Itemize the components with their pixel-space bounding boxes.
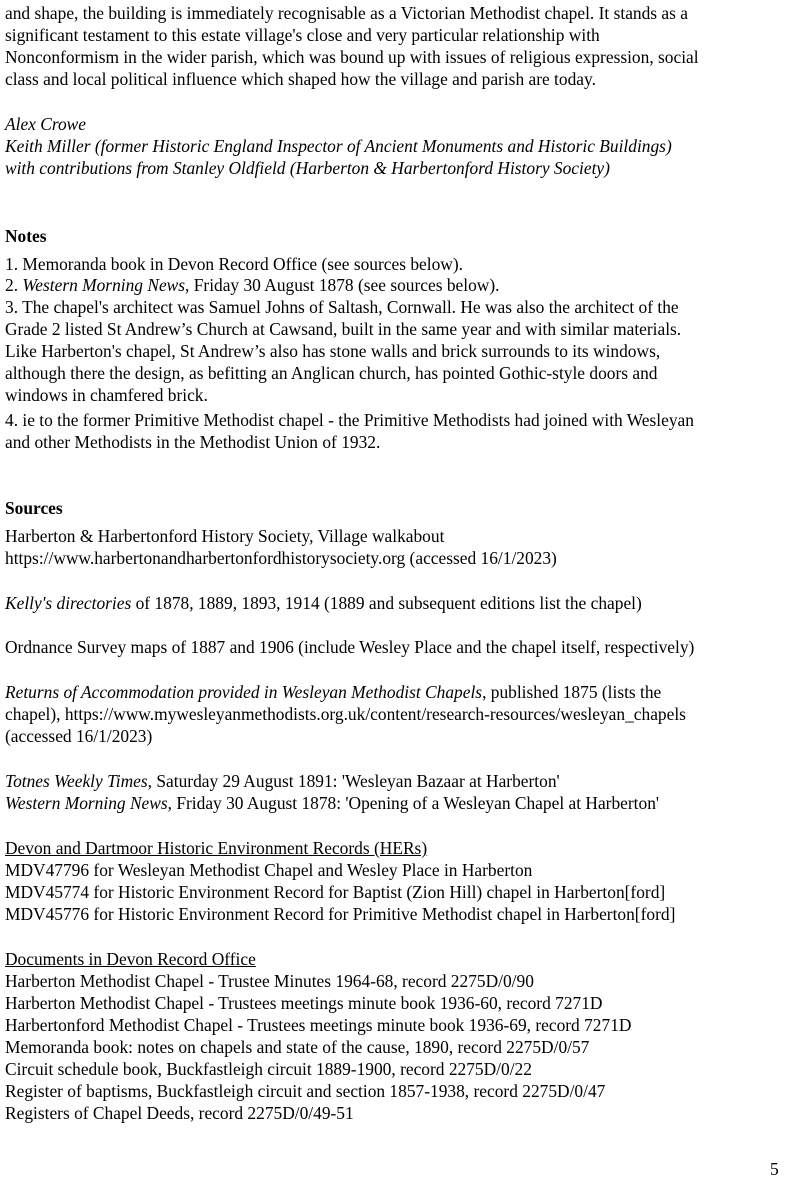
record-item: Harbertonford Methodist Chapel - Trustees meetings minute book 1936-69, record 7271D (5, 1015, 632, 1035)
note-item (5, 274, 499, 296)
source-item: Ordnance Survey maps of 1887 and 1906 (include Wesley Place and the chapel itself, respectively) (5, 637, 695, 657)
her-item: MDV45776 for Historic Environment Record for Primitive Methodist chapel in Harberton[ford] (5, 904, 676, 924)
records-heading: Documents in Devon Record Office (5, 949, 256, 969)
intro-line: Nonconformism in the wider parish, which was bound up with issues of religious expression, social (5, 47, 699, 67)
her-item: MDV45774 for Historic Environment Record for Baptist (Zion Hill) chapel in Harberton[ford] (5, 882, 666, 902)
source-title: Returns of Accommodation provided in Wesleyan Methodist Chapels (5, 682, 483, 702)
source-title: Western Morning News (5, 793, 168, 813)
source-text: of 1878, 1889, 1893, 1914 (1889 and subsequent editions list the chapel) (131, 593, 642, 613)
note-item: Grade 2 listed St Andrew’s Church at Cawsand, built in the same year and with similar materials. (5, 319, 682, 339)
source-item: (accessed 16/1/2023) (5, 726, 153, 746)
source-text: , Friday 30 August 1878: 'Opening of a Wesleyan Chapel at Harberton' (167, 793, 660, 813)
page-number: 5 (770, 1159, 779, 1179)
note-item: 4. ie to the former Primitive Methodist chapel - the Primitive Methodists had joined with Wesleyan (5, 410, 694, 430)
intro-line: class and local political influence which shaped how the village and parish are today. (5, 69, 596, 89)
record-item: Register of baptisms, Buckfastleigh circuit and section 1857-1938, record 2275D/0/47 (5, 1081, 606, 1101)
newspaper-title: Western Morning News (22, 275, 186, 295)
author-name: Alex Crowe (5, 114, 86, 134)
note-item: 1. Memoranda book in Devon Record Office (see sources below). (5, 254, 463, 274)
intro-line: significant testament to this estate village's close and very particular relationship with (5, 25, 600, 45)
source-text: , published 1875 (lists the (482, 682, 662, 702)
source-item (5, 770, 560, 792)
source-item (5, 792, 659, 814)
note-item: 3. The chapel's architect was Samuel Johns of Saltash, Cornwall. He was also the architect of the (5, 297, 679, 317)
record-item: Registers of Chapel Deeds, record 2275D/0/49-51 (5, 1103, 354, 1123)
source-item (5, 681, 661, 703)
record-item: Memoranda book: notes on chapels and state of the cause, 1890, record 2275D/0/57 (5, 1037, 590, 1057)
source-title: Kelly's directories (5, 593, 132, 613)
her-item: MDV47796 for Wesleyan Methodist Chapel and Wesley Place in Harberton (5, 860, 533, 880)
source-item: Harberton & Harbertonford History Society, Village walkabout (5, 526, 445, 546)
note-number: 2. (5, 275, 23, 295)
record-item: Harberton Methodist Chapel - Trustees meetings minute book 1936-60, record 7271D (5, 993, 603, 1013)
sources-heading: Sources (5, 498, 63, 518)
source-item (5, 592, 642, 614)
note-item: although there the design, as befitting an Anglican church, has pointed Gothic-style doors and (5, 363, 658, 383)
note-item: Like Harberton's chapel, St Andrew’s also has stone walls and brick surrounds to its windows, (5, 341, 661, 361)
source-item: chapel), https://www.mywesleyanmethodists.org.uk/content/research-resources/wesleyan_chapels (5, 704, 686, 724)
source-title: Totnes Weekly Times (5, 771, 148, 791)
hers-heading: Devon and Dartmoor Historic Environment Records (HERs) (5, 838, 428, 858)
source-item: https://www.harbertonandharbertonfordhistorysociety.org (accessed 16/1/2023) (5, 548, 557, 568)
intro-line: and shape, the building is immediately recognisable as a Victorian Methodist chapel. It stands as a (5, 3, 688, 23)
author-line: with contributions from Stanley Oldfield (Harberton & Harbertonford History Society) (5, 158, 610, 178)
note-item: windows in chamfered brick. (5, 385, 208, 405)
author-line: Keith Miller (former Historic England Inspector of Ancient Monuments and Historic Buildings) (5, 136, 672, 156)
note-text: , Friday 30 August 1878 (see sources below). (185, 275, 500, 295)
record-item: Circuit schedule book, Buckfastleigh circuit 1889-1900, record 2275D/0/22 (5, 1059, 532, 1079)
record-item: Harberton Methodist Chapel - Trustee Minutes 1964-68, record 2275D/0/90 (5, 971, 534, 991)
note-item: and other Methodists in the Methodist Union of 1932. (5, 432, 381, 452)
notes-heading: Notes (5, 226, 47, 246)
source-text: , Saturday 29 August 1891: 'Wesleyan Bazaar at Harberton' (147, 771, 560, 791)
